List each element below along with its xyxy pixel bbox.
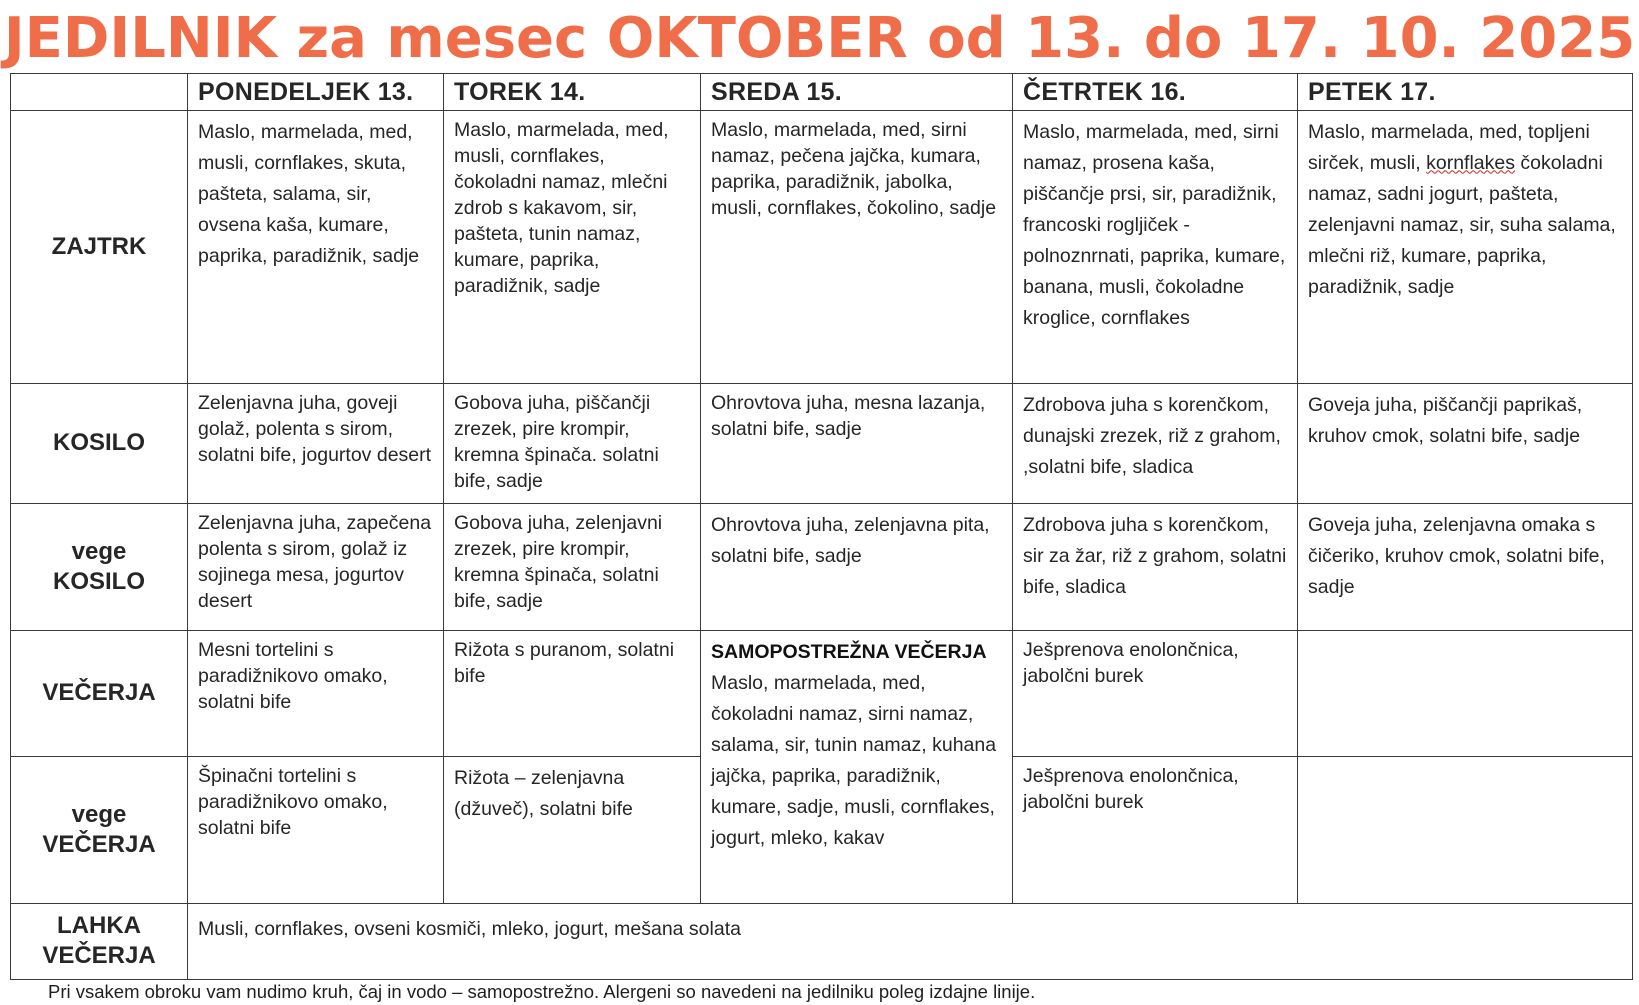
samopostrezna-title: SAMOPOSTREŽNA VEČERJA [711,640,987,663]
cell-vege-kosilo-thursday: Zdrobova juha s korenčkom, sir za žar, riž z grahom, solatni bife, sladica [1013,503,1298,630]
row-lahka-vecerja [11,903,1633,979]
row-zajtrk [11,110,1633,383]
cell-zajtrk-thursday: Maslo, marmelada, med, sirni namaz, prosena kaša, piščančje prsi, sir, paradižnik, francoski rogljiček - polnoznrnati, paprika, kumare, banana, musli, čokoladne kroglice, cornflakes [1013,110,1298,383]
cell-zajtrk-friday [1298,110,1633,383]
cell-kosilo-tuesday: Gobova juha, piščančji zrezek, pire krompir, kremna špinača. solatni bife, sadje [444,383,701,503]
row-label-vege-vecerja [11,757,188,903]
cell-lahka-vecerja: Musli, cornflakes, ovseni kosmiči, mleko, jogurt, mešana solata [188,903,1633,979]
cell-vege-vecerja-friday [1298,757,1633,903]
cell-vecerja-tuesday: Rižota s puranom, solatni bife [444,630,701,757]
row-label-vecerja-3: VEČERJA [42,942,156,970]
row-label-vege-kosilo [11,503,188,630]
cell-vege-kosilo-tuesday: Gobova juha, zelenjavni zrezek, pire krompir, kremna špinača, solatni bife, sadje [444,503,701,630]
header-row [11,74,1633,111]
cell-zajtrk-wednesday: Maslo, marmelada, med, sirni namaz, pečena jajčka, kumara, paprika, paradižnik, jabolka, musli, cornflakes, čokolino, sadje [701,110,1013,383]
day-header-thursday: ČETRTEK 16. [1013,74,1298,111]
row-label-vecerja: VEČERJA [11,630,188,757]
row-label-vege-2: vege [71,800,127,828]
corner-cell [11,74,188,111]
row-kosilo [11,383,1633,503]
cell-kosilo-monday: Zelenjavna juha, goveji golaž, polenta s sirom, solatni bife, jogurtov desert [188,383,444,503]
spellcheck-marked-word: kornflakes [1426,151,1515,174]
row-label-vege: vege [71,537,127,565]
row-label-lahka-vecerja [11,903,188,979]
cell-vege-kosilo-wednesday: Ohrovtova juha, zelenjavna pita, solatni bife, sadje [701,503,1013,630]
row-vecerja [11,630,1633,757]
row-label-zajtrk: ZAJTRK [11,110,188,383]
cell-kosilo-friday: Goveja juha, piščančji paprikaš, kruhov cmok, solatni bife, sadje [1298,383,1633,503]
cell-vecerja-monday: Mesni tortelini s paradižnikovo omako, solatni bife [188,630,444,757]
cell-vege-vecerja-tuesday: Rižota – zelenjavna (džuveč), solatni bife [444,757,701,903]
cell-vecerja-friday [1298,630,1633,757]
row-label-kosilo-2: KOSILO [52,567,145,595]
row-label-kosilo: KOSILO [11,383,188,503]
row-vege-kosilo [11,503,1633,630]
page-title: JEDILNIK za mesec OKTOBER od 13. do 17. 10. 2025 [3,6,1636,71]
cell-zajtrk-monday: Maslo, marmelada, med, musli, cornflakes, skuta, pašteta, salama, sir, ovsena kaša, kumare, paprika, paradižnik, sadje [188,110,444,383]
cell-kosilo-wednesday: Ohrovtova juha, mesna lazanja, solatni bife, sadje [701,383,1013,503]
day-header-friday: PETEK 17. [1298,74,1633,111]
row-label-lahka: LAHKA [57,912,141,940]
menu-table [10,73,1633,980]
cell-samopostrezna-vecerja [701,630,1013,903]
row-label-vecerja-2: VEČERJA [42,830,156,858]
day-header-monday: PONEDELJEK 13. [188,74,444,111]
cell-vecerja-thursday: Ješprenova enolončnica, jabolčni burek [1013,630,1298,757]
cell-kosilo-thursday: Zdrobova juha s korenčkom, dunajski zrezek, riž z grahom, ,solatni bife, sladica [1013,383,1298,503]
day-header-tuesday: TOREK 14. [444,74,701,111]
cell-vege-vecerja-monday: Špinačni tortelini s paradižnikovo omako, solatni bife [188,757,444,903]
friday-breakfast-text-b: čokoladni namaz, sadni jogurt, pašteta, zelenjavni namaz, sir, suha salama, mlečni riž, kumare, paprika, paradižnik, sadje [1308,151,1616,298]
cell-zajtrk-tuesday: Maslo, marmelada, med, musli, cornflakes, čokoladni namaz, mlečni zdrob s kakavom, sir, pašteta, tunin namaz, kumare, paprika, paradižnik, sadje [444,110,701,383]
samopostrezna-text: Maslo, marmelada, med, čokoladni namaz, sirni namaz, salama, sir, tunin namaz, kuhana jajčka, paprika, paradižnik, kumare, sadje, musli, cornflakes, jogurt, mleko, kakav [711,671,997,849]
friday-breakfast-text-a: Maslo, marmelada, med, topljeni sirček, musli, [1308,120,1590,174]
cell-vege-vecerja-thursday: Ješprenova enolončnica, jabolčni burek [1013,757,1298,903]
cell-vege-kosilo-monday: Zelenjavna juha, zapečena polenta s sirom, golaž iz sojinega mesa, jogurtov desert [188,503,444,630]
cell-vege-kosilo-friday: Goveja juha, zelenjavna omaka s čičeriko, kruhov cmok, solatni bife, sadje [1298,503,1633,630]
footer-note: Pri vsakem obroku vam nudimo kruh, čaj in vodo – samopostrežno. Alergeni so navedeni na jedilniku poleg izdajne linije. [48,981,1036,1002]
day-header-wednesday: SREDA 15. [701,74,1013,111]
